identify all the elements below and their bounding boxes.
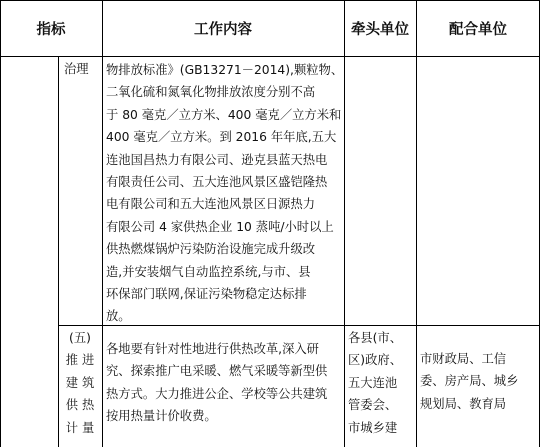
- sub-indicator-line: 推 进: [65, 353, 95, 368]
- row2-sub-indicator: [58, 327, 102, 439]
- content-line: 造,并安装烟气自动监控系统,与市、县: [106, 264, 311, 279]
- header-indicator: 指标: [36, 22, 66, 38]
- coop-left-divider: [416, 0, 417, 447]
- coop-unit-line: 市财政局、工信: [420, 352, 507, 366]
- content-line: 究、探索推广电采暖、燃气采暖等新型供: [106, 364, 328, 379]
- sub-indicator-line: 建 筑: [65, 375, 95, 390]
- row1-sub-indicator: 治理: [64, 62, 89, 76]
- sub-indicator-line: 供 热: [65, 398, 95, 413]
- lead-unit-line: 市城乡建: [348, 420, 398, 435]
- row2-lead-unit: [348, 327, 402, 439]
- content-line: 连池国昌热力有限公司、逊克县蓝天热电: [106, 152, 328, 167]
- row2-content: [106, 338, 327, 428]
- header-bottom-border: [0, 56, 540, 57]
- content-line: 有限公司 4 家供热企业 10 蒸吨/小时以上: [106, 219, 334, 234]
- content-line: 各地要有针对性地进行供热改革,深入研: [106, 342, 319, 356]
- lead-unit-line: 各县(市、: [348, 331, 402, 345]
- header-content: 工作内容: [194, 22, 252, 38]
- coop-unit-line: 委、房产局、城乡: [420, 374, 519, 389]
- sub-indicator-line: 计 量: [65, 420, 95, 435]
- lead-unit-line: 五大连池: [348, 375, 398, 390]
- content-line: 放。: [106, 309, 131, 324]
- content-line: 热方式。大力推进公企、学校等公共建筑: [106, 386, 328, 401]
- coop-unit-line: 规划局、教育局: [420, 396, 507, 411]
- table-left-border: [0, 0, 1, 447]
- row2-coop-unit: [420, 348, 518, 415]
- header-coop-unit: 配合单位: [449, 22, 507, 38]
- content-line: 二氧化硫和氮氧化物排放浓度分别不高: [106, 85, 316, 100]
- content-line: 电有限公司和五大连池风景区日源热力: [106, 197, 316, 212]
- content-line: 有限责任公司、五大连池风景区盛铠隆热: [106, 175, 328, 190]
- content-line: 按用热量计价收费。: [106, 409, 217, 424]
- content-line: 供热燃煤锅炉污染防治设施完成升级改: [106, 242, 316, 257]
- lead-left-divider: [344, 0, 345, 447]
- lead-unit-line: 区)政府、: [348, 353, 402, 368]
- row1-content: [106, 59, 343, 328]
- lead-unit-line: 管委会、: [348, 398, 398, 413]
- content-line: 400 毫克／立方米。到 2016 年年底,五大: [106, 130, 337, 145]
- sub-indicator-line: (五): [69, 331, 91, 345]
- table-top-border: [0, 0, 540, 1]
- content-line: 于 80 毫克／立方米、400 毫克／立方米和: [106, 107, 342, 122]
- header-lead-unit: 牵头单位: [351, 22, 409, 38]
- content-left-divider: [102, 0, 103, 447]
- content-line: 环保部门联网,保证污染物稳定达标排: [106, 287, 307, 302]
- content-line: 物排放标准》(GB13271－2014),颗粒物、: [106, 63, 344, 77]
